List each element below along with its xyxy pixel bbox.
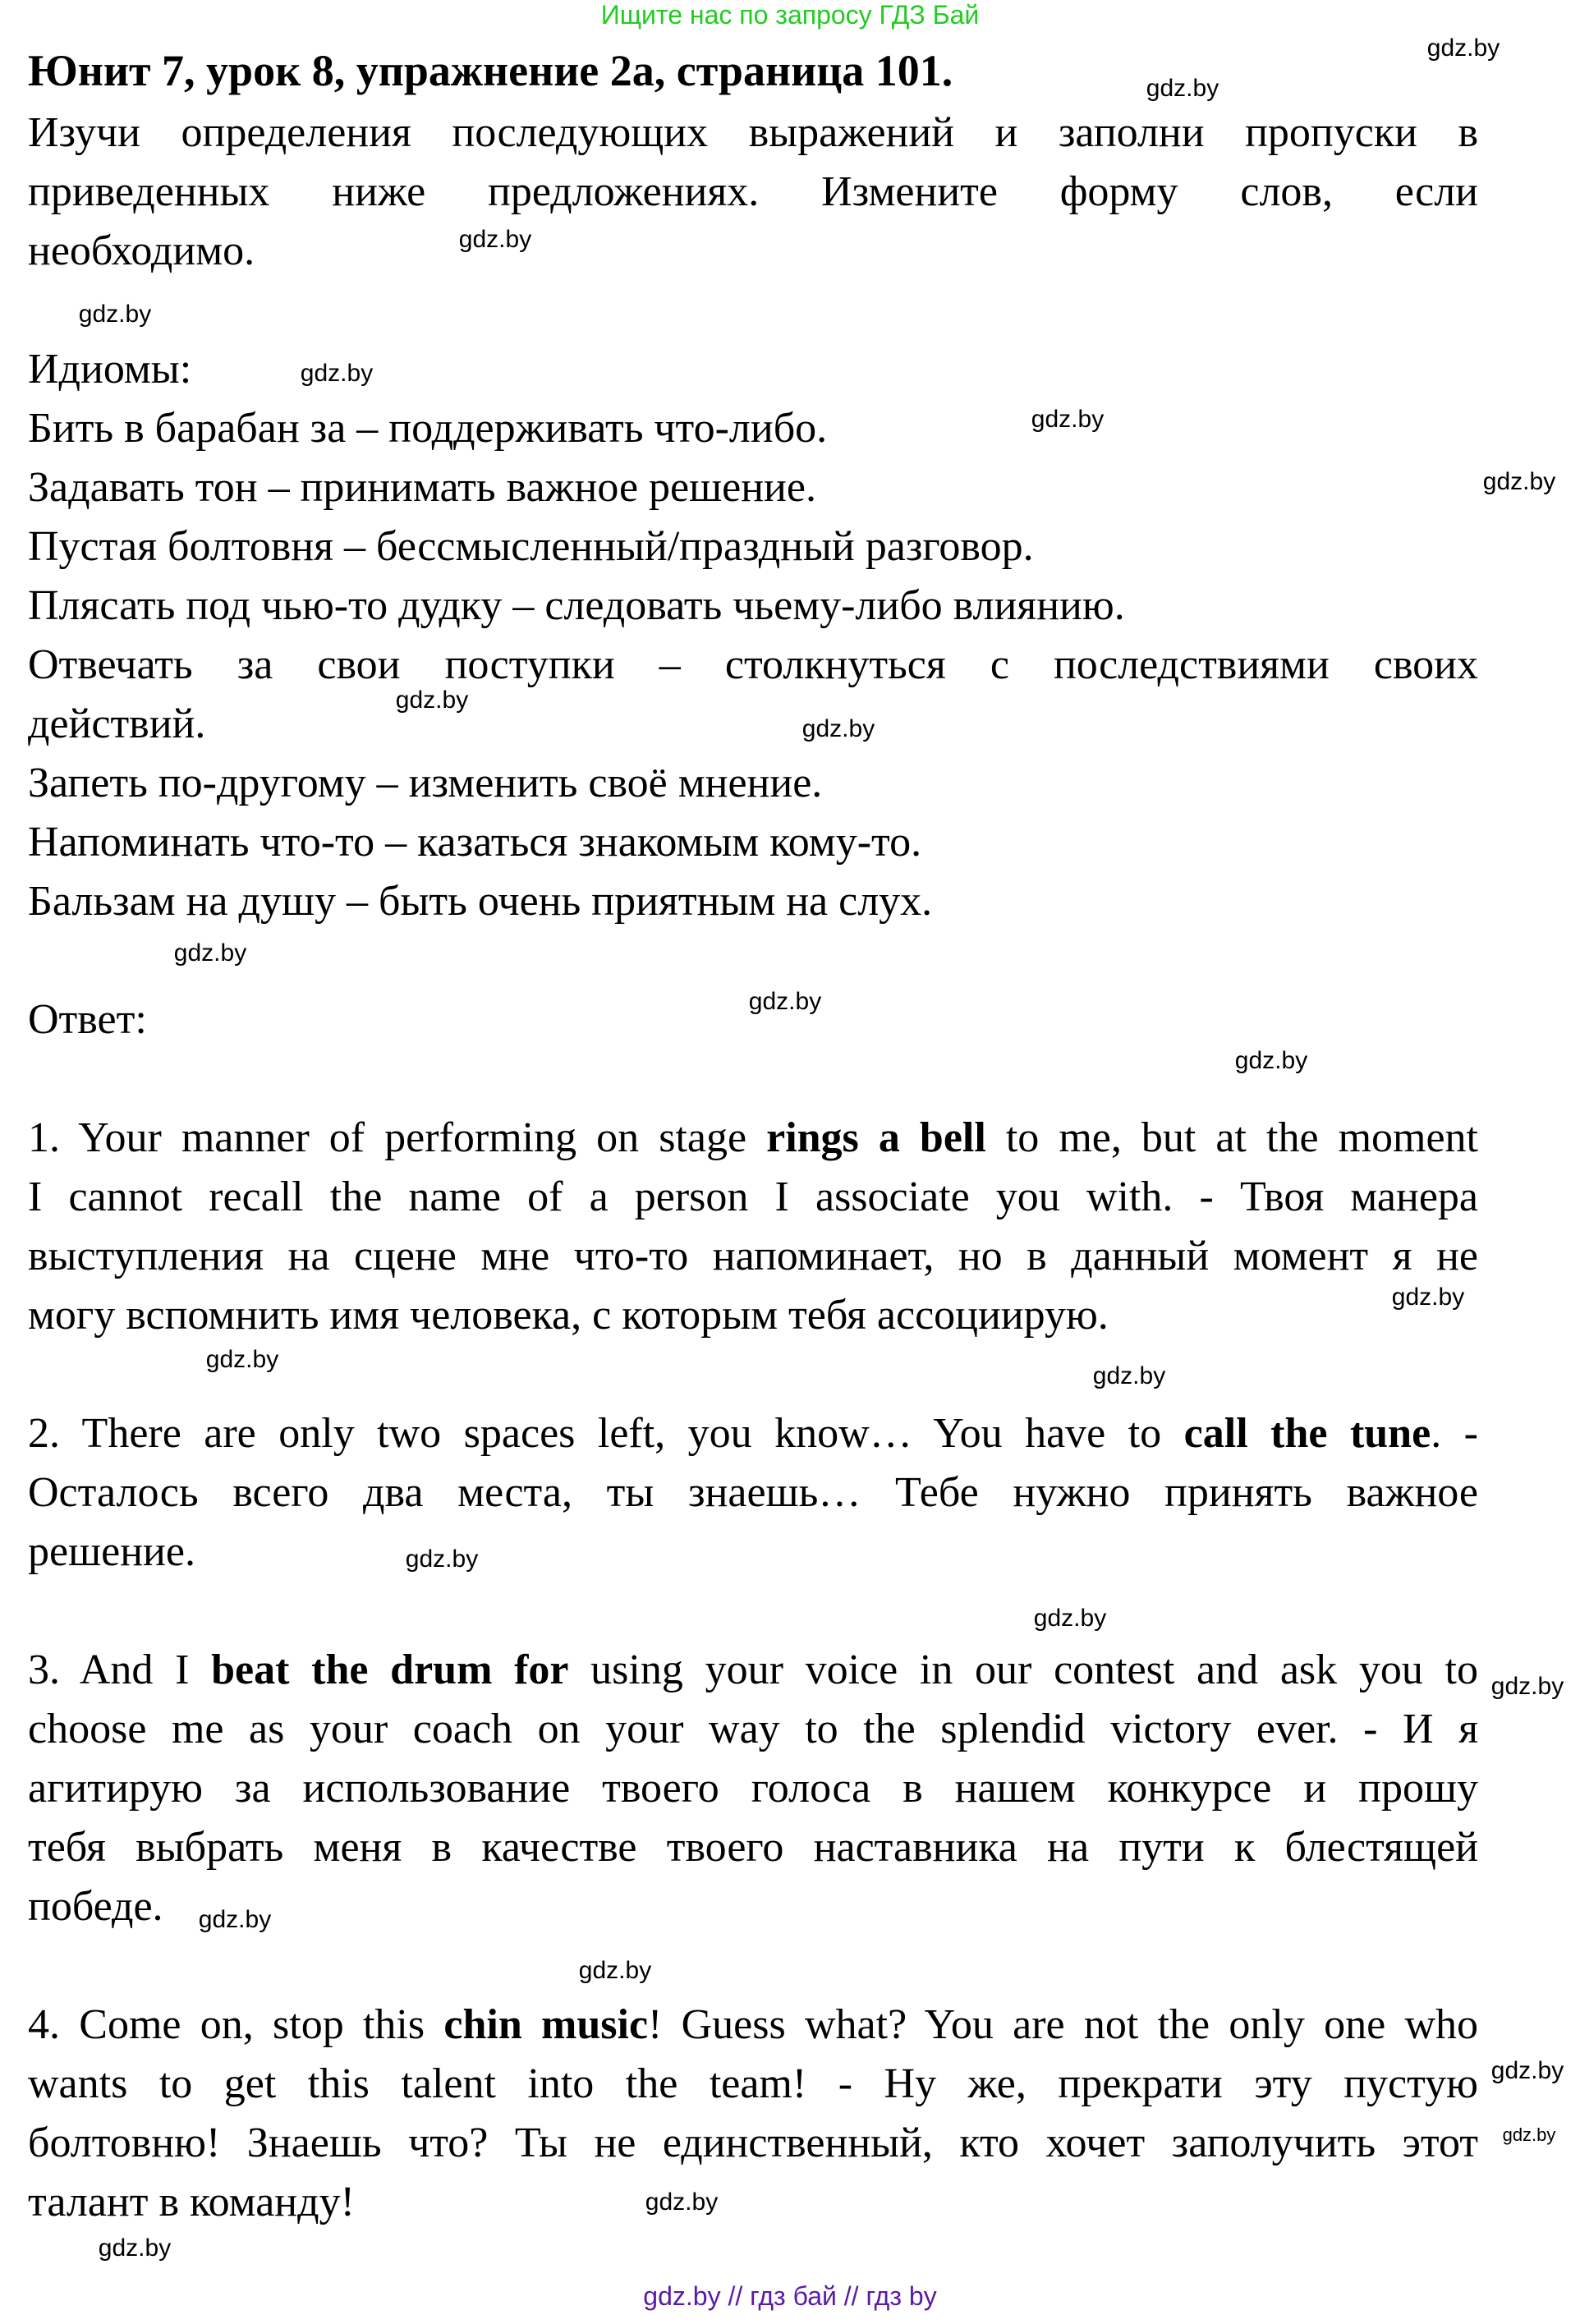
- watermark: gdz.by: [1502, 2124, 1556, 2145]
- instructions: [28, 103, 1478, 281]
- answer-1: [28, 1109, 1478, 1345]
- text-segment: необходимо.: [28, 227, 255, 274]
- text-line: [28, 1227, 1478, 1286]
- text-line: [28, 1996, 1478, 2055]
- watermark: gdz.by: [395, 687, 469, 714]
- text-line: [28, 1759, 1478, 1818]
- blank: [28, 1936, 1478, 1996]
- idiom: [28, 754, 1478, 813]
- text-segment: wants to get this talent into the team! - Ну же, прекрати эту пустую: [28, 2060, 1478, 2107]
- text-segment: using your voice in our contest and ask you to: [568, 1647, 1479, 1693]
- text-line: [28, 1936, 1478, 1996]
- text-segment: Плясать под чью-то дудку – следовать чьему-либо влиянию.: [28, 582, 1125, 629]
- text-line: [28, 163, 1478, 222]
- text-segment: Идиомы:: [28, 346, 192, 393]
- idiom: [28, 872, 1478, 931]
- text-line: [28, 636, 1478, 695]
- watermark: gdz.by: [173, 939, 247, 967]
- idiom-highlight: beat the drum for: [211, 1647, 569, 1693]
- blank: [28, 281, 1478, 340]
- watermark: gdz.by: [1031, 406, 1105, 433]
- answer-4: [28, 1996, 1478, 2232]
- text-line: [28, 754, 1478, 813]
- text-line: [28, 813, 1478, 872]
- text-segment: Бальзам на душу – быть очень приятным на слух.: [28, 878, 933, 925]
- watermark: gdz.by: [458, 226, 532, 253]
- text-line: [28, 872, 1478, 931]
- idiom-highlight: rings a bell: [766, 1114, 986, 1161]
- idiom: [28, 458, 1478, 517]
- text-line: [28, 1404, 1478, 1463]
- watermark: gdz.by: [98, 2234, 172, 2262]
- text-line: [28, 458, 1478, 517]
- text-segment: решение.: [28, 1528, 195, 1575]
- text-line: [28, 576, 1478, 636]
- text-line: [28, 1582, 1478, 1641]
- text-segment: to me, but at the moment: [985, 1114, 1479, 1161]
- idiom: [28, 576, 1478, 636]
- idiom: [28, 813, 1478, 872]
- text-segment: Осталось всего два места, ты знаешь… Тебе нужно принять важное: [28, 1469, 1478, 1516]
- text-segment: 3. And I: [28, 1647, 212, 1693]
- text-segment: 2. There are only two spaces left, you know… You have to: [28, 1410, 1184, 1457]
- idiom-highlight: call the tune: [1183, 1410, 1431, 1457]
- text-line: [28, 1463, 1478, 1523]
- text-line: [28, 1168, 1478, 1227]
- text-segment: 4. Come on, stop this: [28, 2001, 444, 2048]
- text-line: [28, 2055, 1478, 2114]
- text-line: [28, 103, 1478, 163]
- text-segment: choose me as your coach on your way to the splendid victory ever. - И я: [28, 1706, 1478, 1752]
- text-segment: I cannot recall the name of a person I associate you with. - Твоя манера: [28, 1173, 1478, 1220]
- text-line: [28, 1109, 1478, 1168]
- watermark: gdz.by: [405, 1546, 479, 1573]
- text-segment: болтовню! Знаешь что? Ты не единственный, кто хочет заполучить этот: [28, 2120, 1478, 2166]
- watermark: gdz.by: [1033, 1605, 1107, 1632]
- text-segment: действий.: [28, 700, 206, 747]
- text-line: [28, 517, 1478, 576]
- watermark: gdz.by: [645, 2189, 719, 2216]
- watermark: gdz.by: [1092, 1362, 1166, 1389]
- watermark: gdz.by: [78, 301, 152, 328]
- watermark: gdz.by: [1482, 468, 1556, 495]
- watermark: gdz.by: [1146, 75, 1219, 102]
- promo-banner-link[interactable]: Ищите нас по запросу ГДЗ Бай: [600, 0, 980, 30]
- blank: [28, 1582, 1478, 1641]
- text-line: [28, 1700, 1478, 1759]
- watermark: gdz.by: [1490, 1673, 1564, 1700]
- idiom: [28, 636, 1478, 754]
- text-line: [28, 1286, 1478, 1345]
- page-title: Юнит 7, урок 8, упражнение 2а, страница 101.: [28, 46, 953, 95]
- text-line: [28, 281, 1478, 340]
- text-line: [28, 340, 1478, 399]
- text-line: [28, 2173, 1478, 2232]
- text-segment: . -: [1431, 1410, 1478, 1457]
- text-segment: Ответ:: [28, 996, 147, 1043]
- answer-3: [28, 1641, 1478, 1936]
- text-segment: приведенных ниже предложениях. Измените форму слов, если: [28, 168, 1478, 215]
- text-segment: победе.: [28, 1883, 163, 1930]
- watermark: gdz.by: [198, 1906, 272, 1933]
- watermark: gdz.by: [801, 715, 875, 742]
- watermark: gdz.by: [1391, 1284, 1465, 1311]
- text-line: [28, 1523, 1478, 1582]
- text-segment: Запеть по-другому – изменить своё мнение.: [28, 760, 823, 806]
- watermark: gdz.by: [1234, 1047, 1308, 1074]
- text-segment: могу вспомнить имя человека, с которым тебя ассоциирую.: [28, 1292, 1109, 1339]
- text-segment: 1. Your manner of performing on stage: [28, 1114, 767, 1161]
- text-line: [28, 1818, 1478, 1877]
- watermark: gdz.by: [205, 1346, 279, 1373]
- text-segment: агитирую за использование твоего голоса в нашем конкурсе и прошу: [28, 1765, 1478, 1812]
- footer-links[interactable]: gdz.by // гдз бай // гдз by: [643, 2281, 937, 2311]
- answer-2: [28, 1404, 1478, 1582]
- text-segment: талант в команду!: [28, 2179, 355, 2225]
- watermark: gdz.by: [1426, 34, 1500, 62]
- text-segment: Пустая болтовня – бессмысленный/праздный разговор.: [28, 523, 1034, 570]
- text-segment: Напоминать что-то – казаться знакомым кому-то.: [28, 819, 922, 866]
- idiom: [28, 517, 1478, 576]
- text-segment: Отвечать за свои поступки – столкнуться с последствиями своих: [28, 641, 1478, 688]
- text-segment: выступления на сцене мне что-то напоминает, но в данный момент я не: [28, 1233, 1478, 1279]
- watermark: gdz.by: [578, 1957, 652, 1984]
- watermark: gdz.by: [1490, 2057, 1564, 2084]
- text-line: [28, 399, 1478, 458]
- text-segment: ! Guess what? You are not the only one who: [648, 2001, 1478, 2048]
- text-segment: Бить в барабан за – поддерживать что-либо.: [28, 405, 828, 452]
- text-segment: Задавать тон – принимать важное решение.: [28, 464, 816, 511]
- text-line: [28, 1641, 1478, 1700]
- idiom-highlight: chin music: [443, 2001, 649, 2048]
- watermark: gdz.by: [300, 360, 374, 387]
- text-line: [28, 2114, 1478, 2173]
- text-line: [28, 222, 1478, 281]
- text-segment: Изучи определения последующих выражений и заполни пропуски в: [28, 109, 1478, 156]
- text-segment: тебя выбрать меня в качестве твоего наставника на пути к блестящей: [28, 1824, 1478, 1871]
- idiom: [28, 399, 1478, 458]
- idioms-heading: [28, 340, 1478, 399]
- text-line: [28, 695, 1478, 754]
- watermark: gdz.by: [748, 988, 822, 1015]
